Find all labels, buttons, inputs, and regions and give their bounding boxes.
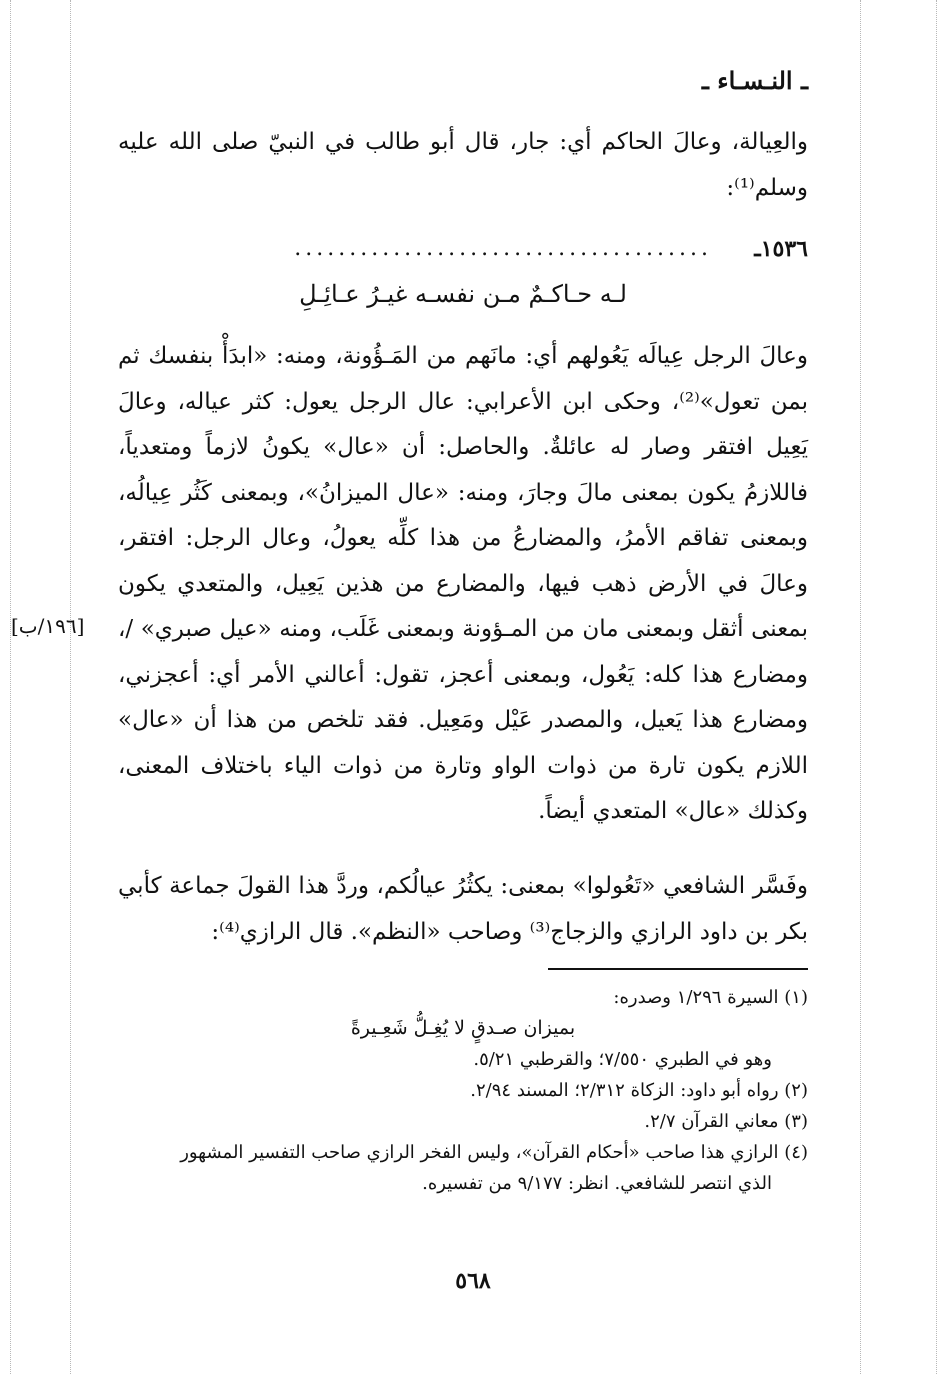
scan-guide-line-left [10,0,11,1374]
footnote-4-continuation: الذي انتصر للشافعي. انظر: ٩/١٧٧ من تفسيره. [422,1173,772,1194]
footnotes-block [118,982,808,1199]
verse-number: ١٥٣٦ـ [754,236,808,262]
footnote-1-continuation: وهو في الطبري ٧/٥٥٠؛ والقرطبي ٥/٢١. [473,1049,772,1070]
footnote-3: (٣) معاني القرآن ٢/٧. [644,1111,808,1132]
running-header: ـ النـسـاء ـ [701,66,808,95]
verse-hemistich: لـه حـاكـمٌ مـن نفسـه غيـرُ عـائِـلِ [299,280,627,308]
scan-guide-line-inner-right [860,0,861,1374]
footnote-2: (٢) رواه أبو داود: الزكاة ٢/٣١٢؛ المسند ٢/٩٤. [470,1080,808,1101]
scan-guide-line-inner-left [70,0,71,1374]
final-paragraph: وفَسَّر الشافعي «تَعُولوا» بمعنى: يكثُرُ عيالُكم، وردَّ هذا القولَ جماعة كأبي بكر بن داود الرازي والزجاج⁽³⁾ وصاحب «النظم». قال الرازي⁽⁴⁾: [118,873,808,945]
intro-paragraph: والعِيالة، وعالَ الحاكم أي: جار، قال أبو طالب في النبيّ صلى الله عليه وسلم⁽¹⁾: [118,129,808,201]
scan-guide-line-right [936,0,937,1374]
footnote-1-verse: بميزان صـدقٍ لا يُغِـلُّ شَعِـيرةً [350,1017,576,1039]
footnote-1: (١) السيرة ١/٢٩٦ وصدره: [613,987,808,1008]
main-paragraph: وعالَ الرجل عِيالَه يَعُولهم أي: مانَهم من المَـؤُونة، ومنه: «ابدَأْ بنفسك ثم بمن تعول»⁽²⁾، وحكى ابن الأعرابي: عال الرجل يعول: كثر عياله، وعالَ يَعِيل افتقر وصار له عائلةٌ. والحاصل: أن «عال» يكونُ لازماً ومتعدياً، فاللازمُ يكون بمعنى مالَ وجارَ، ومنه: «عال الميزانُ»، وبمعنى كَثُر عِيالُه، وبمعنى تفاقم الأمرُ، والمضارعُ من هذا كلِّه يعولُ، وعال الرجل: افتقر، وعالَ في الأرض ذهب فيها، والمضارع من هذين يَعِيل، والمتعدي يكون بمعنى أثقل وبمعنى مان من المـؤونة وبمعنى غَلَب، ومنه «عيل صبري» /، ومضارع هذا كله: يَعُول، وبمعنى أعجز، تقول: أعالني الأمر أي: أعجزني، ومضارع هذا يَعيل، والمصدر عَيْل ومَعِيل. فقد تلخص من هذا أن «عال» اللازم يكون تارة من ذوات الواو وتارة من ذوات الياء باختلاف المعنى، وكذلك «عال» المتعدي أيضاً. [118,343,808,824]
manuscript-folio-marker: [١٩٦/ب] [11,614,85,638]
footnote-4: (٤) الرازي هذا صاحب «أحكام القرآن»، وليس الفخر الرازي صاحب التفسير المشهور [180,1142,808,1163]
verse-missing-hemistich-dots: ...................................... [294,236,712,261]
footnote-separator [548,968,808,970]
page-number: ٥٦٨ [455,1268,491,1294]
